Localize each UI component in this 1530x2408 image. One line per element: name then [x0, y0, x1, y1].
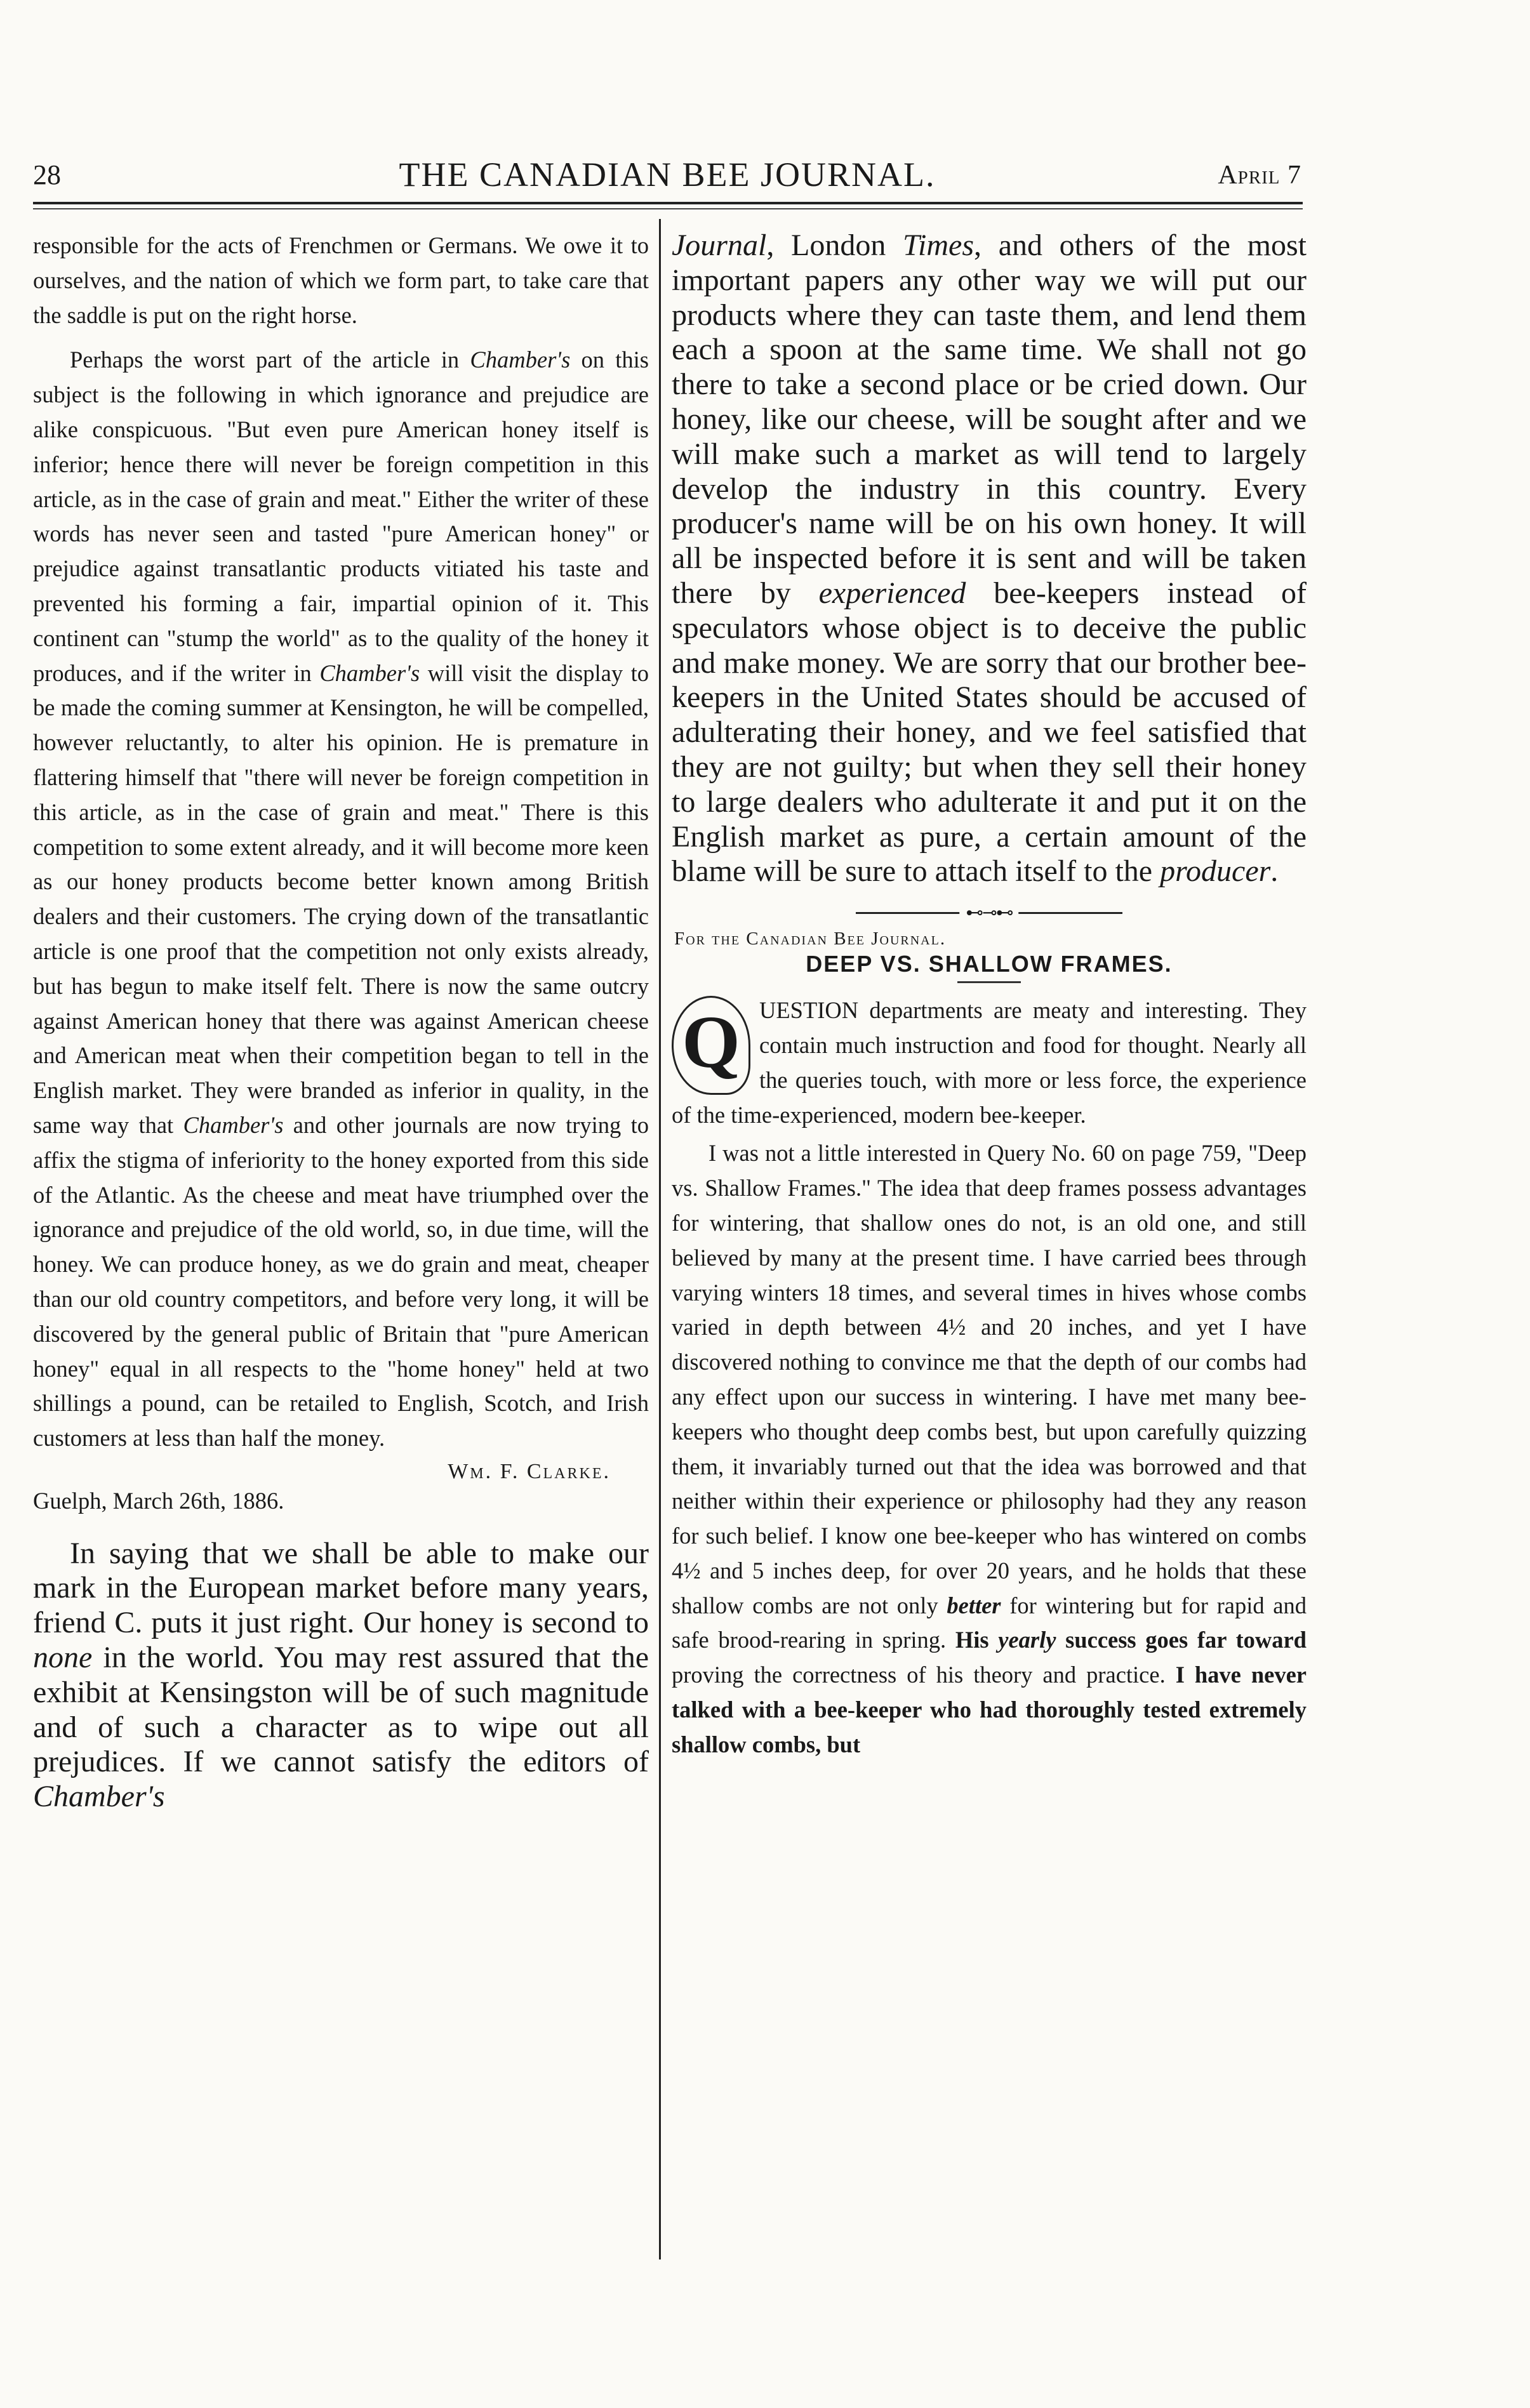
- text-run: for wintering but for rapid and safe brood-rearing in spring.: [672, 1592, 1307, 1653]
- section-divider-ornament: [856, 903, 1122, 923]
- section-title: DEEP VS. SHALLOW FRAMES.: [806, 951, 1173, 977]
- page-number: 28: [33, 159, 61, 190]
- emphasis: producer: [1160, 854, 1271, 889]
- publication-name: Journal: [672, 228, 767, 262]
- text-run: I was not a little interested in Query No. 60 on page 759, "Deep vs. Shallow Frames." The idea that deep frames possess advantages for wintering, that shallow ones do not, is an old one, and still believed by many at the present time. I have carried bees through varying winters 18 times, and several times in hives whose combs varied in depth between 4½ and 20 inches, and yet I have discovered nothing to convince me that the depth of our combs had any effect upon our success in wintering. I have met many bee-keepers who thought deep combs best, but upon carefully quizzing them, it invariably turned out that the idea was borrowed and that neither within their experience or philosophy had they any reason for such belief. I know one bee-keeper who has wintered on combs 4½ and 5 inches deep, for over 20 years, and he holds that these shallow combs are not only: [672, 1140, 1307, 1618]
- article-paragraph-deep-frames: [672, 1136, 1307, 1762]
- bold-text: His: [955, 1627, 999, 1653]
- editor-note-continued: [672, 228, 1307, 889]
- publication-name: Chamber's: [470, 347, 571, 373]
- emphasis: none: [33, 1641, 93, 1675]
- text-run: bee-keepers instead of speculators whose object is to deceive the public and make money. We are sorry that our brother bee-keepers in the United States should be accused of adulterating their honey, and we feel satisfied that they are not guilty; but when they sell their honey to large dealers who adulterate it and put it on the English market as pure, a certain amount of the blame will be sure to attach itself to the: [672, 576, 1307, 889]
- text-run: and other journals are now trying to affix the stigma of inferiority to the honey exported from this side of the Atlantic. As the cheese and meat have triumphed over the ignorance and prejudice of the old world, so, in due time, will the honey. We can produce honey, as we do grain and meat, cheaper than our old country competitors, and before very long, it will be discovered by the general public of Britain that "pure American honey" equal in all respects to the "home honey" held at two shillings a pound, can be retailed to English, Scotch, and Irish customers at less than half the money.: [33, 1111, 649, 1452]
- title-rule: [957, 981, 1021, 983]
- page-header: [33, 155, 1301, 197]
- issue-date: April 7: [1218, 161, 1301, 190]
- emphasis: yearly: [998, 1627, 1056, 1653]
- journal-title: THE CANADIAN BEE JOURNAL.: [399, 155, 936, 194]
- publication-name: Chamber's: [319, 659, 420, 686]
- publication-name: Chamber's: [183, 1111, 284, 1138]
- column-divider: [659, 219, 661, 2259]
- article-paragraph-2: [33, 343, 649, 1456]
- text-run: UESTION departments are meaty and interesting. They contain much instruction and food for thought. Nearly all the queries touch, with more or less force, the experience of the time-experienced, modern bee-keeper.: [672, 997, 1307, 1128]
- text-run: Perhaps the worst part of the article in: [70, 347, 470, 373]
- left-column: [33, 228, 649, 1815]
- text-run: in the world. You may rest assured that the exhibit at Kensingston will be of such magnitude and of such a character as to wipe out all prejudices. If we cannot satisfy the editors of: [33, 1641, 649, 1779]
- author-signature: Wm. F. Clarke.: [448, 1459, 611, 1483]
- editor-note: [33, 1537, 649, 1815]
- emphasis: better: [947, 1592, 1001, 1618]
- bold-text: I have never talked with a bee-keeper who had thoroughly tested extremely shallow combs, but: [672, 1662, 1307, 1757]
- text-run: will visit the display to be made the coming summer at Kensington, he will be compelled, however reluctantly, to alter his opinion. He is premature in flattering himself that "there will never be foreign competition in this article, as in the case of grain and meat." There is this competition to some extent already, and it will become more keen as our honey products become better known among British dealers and their customers. The crying down of the transatlantic article is one proof that the competition not only exists already, but has begun to make itself felt. There is now the same outcry against American honey that there was against American cheese and American meat when their competition began to tell in the English market. They were branded as inferior in quality, in the same way that: [33, 659, 649, 1138]
- text-run: proving the correctness of his theory and practice.: [672, 1662, 1176, 1688]
- header-rule-thin: [33, 208, 1303, 209]
- section-source-label: For the Canadian Bee Journal.: [674, 929, 947, 949]
- right-column: [672, 228, 1307, 1763]
- text-run: .: [1270, 854, 1279, 889]
- header-rule: [33, 202, 1303, 204]
- drop-cap-q: Q: [672, 996, 750, 1095]
- publication-name: Times: [903, 228, 975, 262]
- place-date: Guelph, March 26th, 1886.: [33, 1487, 284, 1514]
- publication-name: Chamber's: [33, 1780, 165, 1814]
- article-opening-paragraph: [672, 993, 1307, 1132]
- bold-text: success goes far toward: [1056, 1627, 1307, 1653]
- text-run: In saying that we shall be able to make our mark in the European market before many years, friend C. puts it just right. Our honey is second to: [33, 1536, 649, 1640]
- text-run: , London: [766, 228, 903, 262]
- text-run: , and others of the most important papers any other way we will put our products where they can taste them, and lend them each a spoon at the same time. We shall not go there to take a second place or be cried down. Our honey, like our cheese, will be sought after and we will make such a market as will tend to largely develop the industry in this country. Every producer's name will be on his own honey. It will all be inspected before it is sent and will be taken there by: [672, 228, 1307, 610]
- text-run: on this subject is the following in which ignorance and prejudice are alike conspicuous. "But even pure American honey itself is inferior; hence there will never be foreign competition in this article, as in the case of grain and meat." Either the writer of these words has never seen and tasted "pure American honey" or prejudice against transatlantic products vitiated his taste and prevented his forming a fair, impartial opinion of it. This continent can "stump the world" as to the quality of the honey it produces, and if the writer in: [33, 347, 649, 686]
- ornament-glyph: ⊷⊸⊷: [959, 902, 1018, 923]
- emphasis: experienced: [818, 576, 966, 610]
- article-paragraph-1: responsible for the acts of Frenchmen or Germans. We owe it to ourselves, and the nation of which we form part, to take care that the saddle is put on the right horse.: [33, 232, 649, 328]
